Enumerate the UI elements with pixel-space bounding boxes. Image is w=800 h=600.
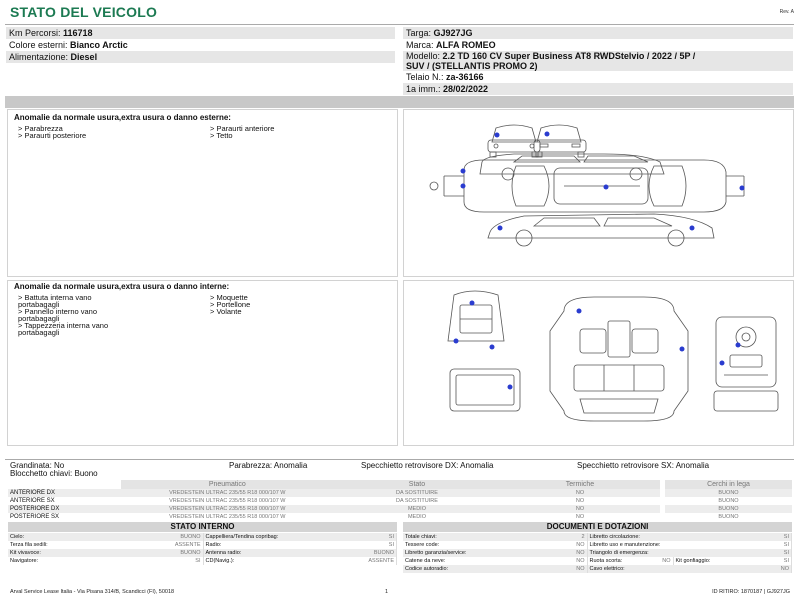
- specchietto-dx-summary: Specchietto retrovisore DX: Anomalia: [361, 461, 494, 470]
- info-targa-row: Targa: GJ927JG: [403, 27, 793, 39]
- interior-diagram-panel: [403, 280, 794, 446]
- blocchetto-chiavi-label: Blocchetto chiavi: Buono: [10, 469, 98, 478]
- info-imm-row: 1a imm.: 28/02/2022: [403, 83, 793, 95]
- imm-value: 28/02/2022: [443, 84, 489, 94]
- damage-marker: [461, 169, 466, 174]
- targa-value: GJ927JG: [433, 28, 473, 38]
- damage-markers: [454, 301, 741, 390]
- damage-marker: [508, 385, 513, 390]
- table-row: BUONO: [665, 489, 792, 497]
- table-row: POSTERIORE SX VREDESTEIN ULTRAC 235/55 R18 000/107 W MEDIO NO: [10, 513, 585, 520]
- info-km-row: Km Percorsi: 116718: [6, 27, 395, 39]
- table-row: POSTERIORE DX VREDESTEIN ULTRAC 235/55 R18 000/107 W MEDIO NO: [8, 505, 660, 513]
- list-item: > Tappezzeria interna vano: [18, 321, 109, 330]
- header-termiche: Termiche: [500, 480, 660, 489]
- table-row: Tessere code: NO Libretto uso e manutenzione: SI: [403, 541, 792, 549]
- grandinata-label: Grandinata: No: [10, 461, 65, 470]
- damage-marker: [604, 185, 609, 190]
- table-row: BUONO: [718, 513, 739, 520]
- footer-id-ritiro: ID RITIRO: 1870187 | GJ927JG: [712, 589, 790, 595]
- table-row: Catene da neve: NO Ruota scorta: NO Kit gonfiaggio: SI: [403, 557, 792, 565]
- table-header-row: [665, 480, 792, 489]
- telaio-value: za-36166: [446, 72, 484, 82]
- tyres-table: [8, 480, 660, 521]
- table-row: ANTERIORE SX VREDESTEIN ULTRAC 235/55 R18 000/107 W DA SOSTITUIRE NO: [10, 497, 585, 504]
- list-item: > Battuta interna vano: [18, 293, 92, 302]
- list-item: > Portellone: [210, 300, 251, 309]
- list-item: > Paraurti posteriore: [18, 131, 87, 140]
- interior-anomalies-title: Anomalie da normale usura,extra usura o danno interne:: [14, 282, 230, 291]
- table-row: Cielo: BUONO Cappelliera/Tendina copribag: SI: [8, 533, 397, 541]
- car-front-view: [488, 125, 540, 157]
- table-header-row: [8, 480, 660, 489]
- damage-marker: [461, 184, 466, 189]
- list-item: > Parabrezza: [18, 124, 63, 133]
- cabin-top-view: [550, 297, 688, 421]
- interior-list-col2: [210, 294, 250, 315]
- trunk-view: [448, 291, 520, 411]
- exterior-car-diagram: [404, 110, 793, 276]
- list-item: > Tetto: [210, 131, 233, 140]
- km-value: 116718: [63, 28, 93, 38]
- list-item: portabagagli: [18, 314, 60, 323]
- damage-marker: [454, 339, 459, 344]
- parabrezza-summary: Parabrezza: Anomalia: [229, 461, 308, 470]
- list-item: > Pannello interno vano: [18, 307, 98, 316]
- modello-value-line2: SUV / (STELLANTIS PROMO 2): [406, 61, 538, 71]
- table-row: ANTERIORE DX VREDESTEIN ULTRAC 235/55 R18 000/107 W DA SOSTITUIRE NO: [8, 489, 660, 497]
- table-row: BUONO: [718, 497, 739, 504]
- info-marca-row: Marca: ALFA ROMEO: [406, 40, 496, 50]
- damage-markers: [461, 132, 745, 231]
- footer-page-number: 1: [385, 589, 389, 595]
- interior-list-col1: [18, 294, 108, 336]
- header-pneumatico: Pneumatico: [121, 480, 334, 489]
- table-row: Kit vivavoce: BUONO Antenna radio: BUONO: [8, 549, 397, 557]
- damage-marker: [736, 343, 741, 348]
- header-stato: Stato: [334, 480, 500, 489]
- interior-car-diagram: [404, 281, 793, 445]
- table-row: Navigatore: SI CD(Navig.): ASSENTE: [8, 557, 397, 565]
- exterior-diagram-panel: [403, 109, 794, 277]
- damage-marker: [495, 133, 500, 138]
- specchietto-sx-summary: Specchietto retrovisore SX: Anomalia: [577, 461, 710, 470]
- modello-value-line1: 2.2 TD 160 CV Super Business AT8 RWDStelvio / 2022 / 5P /: [442, 51, 696, 61]
- documenti-title: DOCUMENTI E DOTAZIONI: [403, 522, 792, 532]
- stato-interno-table: [8, 533, 397, 565]
- table-row: Totale chiavi: 2 Libretto circolazione: SI: [403, 533, 792, 541]
- summary-divider: [5, 459, 794, 460]
- list-item: > Moquette: [210, 293, 248, 302]
- list-item: > Volante: [210, 307, 242, 316]
- exterior-list-col1: [18, 125, 86, 139]
- list-item: > Paraurti anteriore: [210, 124, 275, 133]
- table-row: BUONO: [665, 505, 792, 513]
- exterior-anomalies-title: Anomalie da normale usura,extra usura o danno esterne:: [14, 113, 231, 122]
- damage-marker: [690, 226, 695, 231]
- car-rear-view: [534, 125, 586, 157]
- damage-marker: [490, 345, 495, 350]
- table-row: Libretto garanzia/service: NO Triangolo di emergenza: SI: [403, 549, 792, 557]
- exterior-list-col2: [210, 125, 274, 139]
- info-telaio-row: Telaio N.: za-36166: [406, 72, 484, 82]
- info-alimentazione-row: Alimentazione: Diesel: [6, 51, 395, 63]
- damage-marker: [470, 301, 475, 306]
- damage-marker: [577, 309, 582, 314]
- car-top-view: [430, 160, 744, 212]
- info-colore-row: Colore esterni: Bianco Arctic: [9, 40, 128, 50]
- interior-anomalies-panel: [7, 280, 398, 446]
- header-cerchi: Cerchi in lega: [665, 480, 792, 489]
- stato-interno-title: STATO INTERNO: [8, 522, 397, 532]
- damage-marker: [740, 186, 745, 191]
- damage-marker: [498, 226, 503, 231]
- table-row: Codice autoradio: NO Cavo elettrico: NO: [403, 565, 792, 573]
- footer-company: Arval Service Lease Italia - Via Pisana 314/B, Scandicci (FI), 50018: [10, 589, 175, 595]
- exterior-anomalies-panel: [7, 109, 398, 277]
- colore-value: Bianco Arctic: [70, 40, 128, 50]
- list-item: portabagagli: [18, 300, 60, 309]
- info-modello-row: Modello: 2.2 TD 160 CV Super Business AT8 RWDStelvio / 2022 / 5P / SUV / (STELLANTIS PROMO 2): [403, 51, 793, 71]
- marca-value: ALFA ROMEO: [436, 40, 496, 50]
- car-left-profile: [480, 154, 664, 180]
- revision-label: Rev. A: [779, 9, 794, 15]
- cerchi-table: [665, 480, 792, 521]
- damage-marker: [720, 361, 725, 366]
- car-right-profile: [488, 214, 714, 246]
- documenti-table: [403, 533, 792, 573]
- header-divider: [5, 24, 794, 25]
- section-divider-bar: [5, 96, 794, 108]
- damage-marker: [680, 347, 685, 352]
- list-item: portabagagli: [18, 328, 60, 337]
- alimentazione-value: Diesel: [70, 52, 98, 62]
- page-title: STATO DEL VEICOLO: [10, 4, 158, 20]
- damage-marker: [545, 132, 550, 137]
- table-row: Terza fila sedili: ASSENTE Radio: SI: [8, 541, 397, 549]
